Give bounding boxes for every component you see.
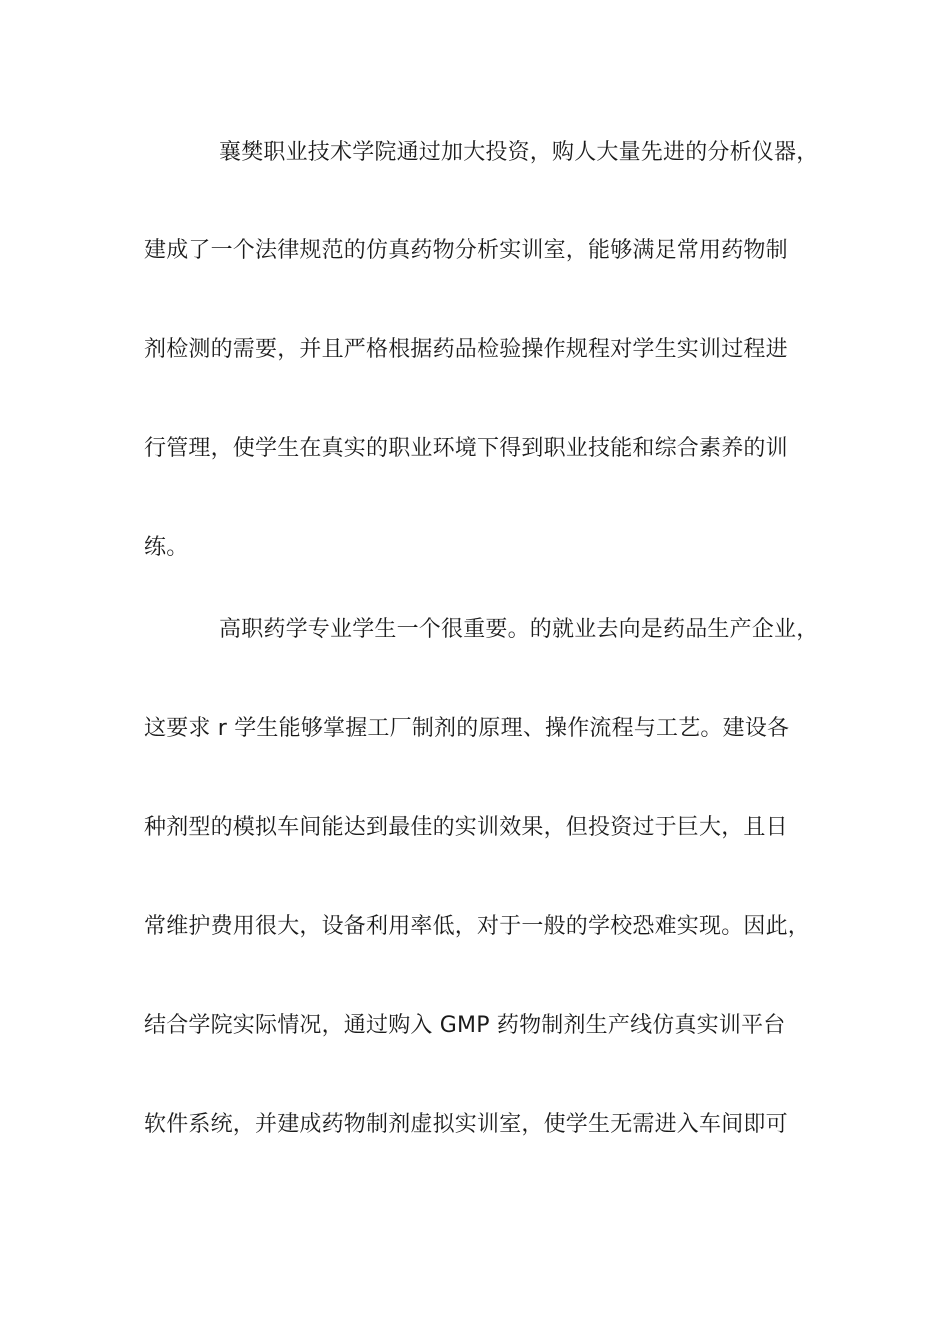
- paragraph-1-line-1: 襄樊职业技术学院通过加大投资，购人大量先进的分析仪器，: [219, 140, 819, 165]
- paragraph-2-line-3: 种剂型的模拟车间能达到最佳的实训效果，但投资过于巨大，且日: [144, 815, 788, 840]
- paragraph-2-line-2: 这要求 r 学生能够掌握工厂制剂的原理、操作流程与工艺。建设各: [144, 716, 790, 741]
- paragraph-2-line-6: 软件系统，并建成药物制剂虚拟实训室，使学生无需进入车间即可: [144, 1112, 788, 1137]
- paragraph-1-line-5: 练。: [144, 535, 189, 560]
- paragraph-2-line-1: 高职药学专业学生一个很重要。的就业去向是药品生产企业，: [219, 617, 819, 642]
- paragraph-1-line-2: 建成了一个法律规范的仿真药物分析实训室，能够满足常用药物制: [144, 238, 788, 263]
- paragraph-2-line-5: 结合学院实际情况，通过购入 GMP 药物制剂生产线仿真实训平台: [144, 1013, 786, 1038]
- paragraph-1-line-4: 行管理，使学生在真实的职业环境下得到职业技能和综合素养的训: [144, 436, 788, 461]
- paragraph-2-line-4: 常维护费用很大，设备利用率低，对于一般的学校恐难实现。因此，: [144, 914, 811, 939]
- paragraph-1-line-3: 剂检测的需要，并且严格根据药品检验操作规程对学生实训过程进: [144, 337, 788, 362]
